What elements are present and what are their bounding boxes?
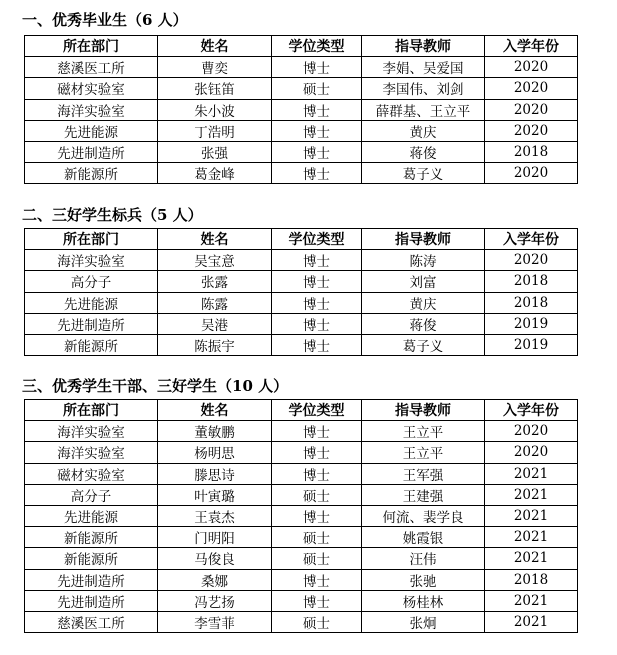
table-cell: 吴宝意: [158, 250, 272, 271]
column-header: 所在部门: [25, 229, 158, 250]
table-cell: 蒋俊: [362, 141, 485, 162]
table-cell: 先进制造所: [25, 569, 158, 590]
table-cell: 博士: [272, 442, 362, 463]
table-cell: 博士: [272, 463, 362, 484]
table-cell: 杨明思: [158, 442, 272, 463]
table-row: [25, 463, 578, 484]
table-row: [25, 505, 578, 526]
table-cell: 董敏鹏: [158, 421, 272, 442]
table-cell: 2021: [485, 611, 578, 632]
table-cell: 磁材实验室: [25, 78, 158, 99]
table-cell: 陈振宇: [158, 334, 272, 355]
table-cell: 博士: [272, 120, 362, 141]
table-cell: 2021: [485, 590, 578, 611]
table-cell: 桑娜: [158, 569, 272, 590]
table-cell: 曹奕: [158, 57, 272, 78]
table-cell: 新能源所: [25, 548, 158, 569]
table-cell: 葛子义: [362, 334, 485, 355]
table-row: [25, 99, 578, 120]
table-cell: 张驰: [362, 569, 485, 590]
table-cell: 博士: [272, 57, 362, 78]
table-cell: 硕士: [272, 548, 362, 569]
table-row: [25, 611, 578, 632]
table-row: [25, 421, 578, 442]
table-cell: 2020: [485, 57, 578, 78]
table-cell: 蒋俊: [362, 313, 485, 334]
table-cell: 王袁杰: [158, 505, 272, 526]
table-cell: 张强: [158, 141, 272, 162]
table-cell: 2021: [485, 505, 578, 526]
table-cell: 高分子: [25, 484, 158, 505]
section-title-student-leaders: 三、优秀学生干部、三好学生（10 人）: [22, 377, 289, 395]
table-cell: 2020: [485, 250, 578, 271]
table-cell: 新能源所: [25, 527, 158, 548]
table-cell: 硕士: [272, 527, 362, 548]
table-cell: 博士: [272, 421, 362, 442]
table-cell: 海洋实验室: [25, 250, 158, 271]
table-cell: 博士: [272, 99, 362, 120]
table-cell: 2021: [485, 484, 578, 505]
column-header: 所在部门: [25, 36, 158, 57]
table-cell: 2020: [485, 78, 578, 99]
column-header: 姓名: [158, 36, 272, 57]
table-cell: 2018: [485, 569, 578, 590]
table-cell: 博士: [272, 141, 362, 162]
table-cell: 先进制造所: [25, 141, 158, 162]
table-row: [25, 78, 578, 99]
table-cell: 薛群基、王立平: [362, 99, 485, 120]
table-cell: 门明阳: [158, 527, 272, 548]
column-header: 指导教师: [362, 36, 485, 57]
table-cell: 2020: [485, 421, 578, 442]
table-cell: 2020: [485, 120, 578, 141]
table-cell: 冯艺扬: [158, 590, 272, 611]
table-cell: 吴港: [158, 313, 272, 334]
column-header: 入学年份: [485, 36, 578, 57]
column-header: 入学年份: [485, 400, 578, 421]
table-cell: 博士: [272, 590, 362, 611]
table-cell: 先进能源: [25, 505, 158, 526]
table-cell: 朱小波: [158, 99, 272, 120]
table-cell: 黄庆: [362, 292, 485, 313]
table-cell: 2019: [485, 334, 578, 355]
table-row: [25, 141, 578, 162]
table-cell: 慈溪医工所: [25, 611, 158, 632]
table-cell: 张炯: [362, 611, 485, 632]
table-cell: 先进能源: [25, 292, 158, 313]
table-cell: 硕士: [272, 611, 362, 632]
table-cell: 硕士: [272, 78, 362, 99]
table-cell: 博士: [272, 569, 362, 590]
column-header: 入学年份: [485, 229, 578, 250]
table-row: [25, 442, 578, 463]
table-cell: 2021: [485, 548, 578, 569]
table-cell: 2019: [485, 313, 578, 334]
table-row: [25, 548, 578, 569]
table-row: [25, 527, 578, 548]
table-cell: 2020: [485, 163, 578, 184]
table-cell: 博士: [272, 250, 362, 271]
table-cell: 丁浩明: [158, 120, 272, 141]
table-cell: 黄庆: [362, 120, 485, 141]
table-cell: 2021: [485, 463, 578, 484]
table-cell: 2018: [485, 141, 578, 162]
table-cell: 王军强: [362, 463, 485, 484]
table-row: [25, 271, 578, 292]
table-cell: 王立平: [362, 421, 485, 442]
column-header: 所在部门: [25, 400, 158, 421]
table-cell: 博士: [272, 271, 362, 292]
table-cell: 李娟、吴爱国: [362, 57, 485, 78]
table-cell: 杨桂林: [362, 590, 485, 611]
table-row: [25, 120, 578, 141]
table-cell: 葛子义: [362, 163, 485, 184]
column-header: 学位类型: [272, 36, 362, 57]
table-cell: 海洋实验室: [25, 99, 158, 120]
table-cell: 陈涛: [362, 250, 485, 271]
table-header-row: [25, 36, 578, 57]
table-cell: 先进制造所: [25, 313, 158, 334]
table-cell: 叶寅璐: [158, 484, 272, 505]
table-cell: 张钰笛: [158, 78, 272, 99]
table-cell: 葛金峰: [158, 163, 272, 184]
table-cell: 博士: [272, 163, 362, 184]
table-cell: 高分子: [25, 271, 158, 292]
table-cell: 先进制造所: [25, 590, 158, 611]
column-header: 学位类型: [272, 400, 362, 421]
column-header: 姓名: [158, 229, 272, 250]
table-student-leaders: [24, 399, 578, 633]
table-row: [25, 313, 578, 334]
table-cell: 2021: [485, 527, 578, 548]
table-model-students: [24, 228, 578, 356]
table-cell: 博士: [272, 505, 362, 526]
table-cell: 新能源所: [25, 334, 158, 355]
table-cell: 2018: [485, 271, 578, 292]
column-header: 学位类型: [272, 229, 362, 250]
table-cell: 海洋实验室: [25, 421, 158, 442]
table-outstanding-graduates: [24, 35, 578, 184]
table-cell: 何流、裴学良: [362, 505, 485, 526]
table-row: [25, 292, 578, 313]
table-row: [25, 590, 578, 611]
table-cell: 姚霞银: [362, 527, 485, 548]
table-header-row: [25, 229, 578, 250]
table-cell: 汪伟: [362, 548, 485, 569]
table-cell: 2018: [485, 292, 578, 313]
table-row: [25, 569, 578, 590]
table-header-row: [25, 400, 578, 421]
table-cell: 2020: [485, 442, 578, 463]
table-cell: 李雪菲: [158, 611, 272, 632]
table-cell: 博士: [272, 292, 362, 313]
table-cell: 2020: [485, 99, 578, 120]
table-cell: 陈露: [158, 292, 272, 313]
table-cell: 张露: [158, 271, 272, 292]
table-cell: 王建强: [362, 484, 485, 505]
section-title-outstanding-graduates: 一、优秀毕业生（6 人）: [22, 11, 188, 29]
table-row: [25, 57, 578, 78]
table-cell: 滕思诗: [158, 463, 272, 484]
table-cell: 磁材实验室: [25, 463, 158, 484]
section-title-model-students: 二、三好学生标兵（5 人）: [22, 206, 203, 224]
column-header: 姓名: [158, 400, 272, 421]
table-cell: 先进能源: [25, 120, 158, 141]
table-cell: 硕士: [272, 484, 362, 505]
table-row: [25, 484, 578, 505]
column-header: 指导教师: [362, 400, 485, 421]
table-row: [25, 250, 578, 271]
table-cell: 博士: [272, 334, 362, 355]
table-cell: 王立平: [362, 442, 485, 463]
table-cell: 马俊良: [158, 548, 272, 569]
table-cell: 刘富: [362, 271, 485, 292]
table-row: [25, 334, 578, 355]
table-cell: 博士: [272, 313, 362, 334]
column-header: 指导教师: [362, 229, 485, 250]
table-cell: 李国伟、刘剑: [362, 78, 485, 99]
table-cell: 海洋实验室: [25, 442, 158, 463]
table-cell: 新能源所: [25, 163, 158, 184]
table-row: [25, 163, 578, 184]
table-cell: 慈溪医工所: [25, 57, 158, 78]
